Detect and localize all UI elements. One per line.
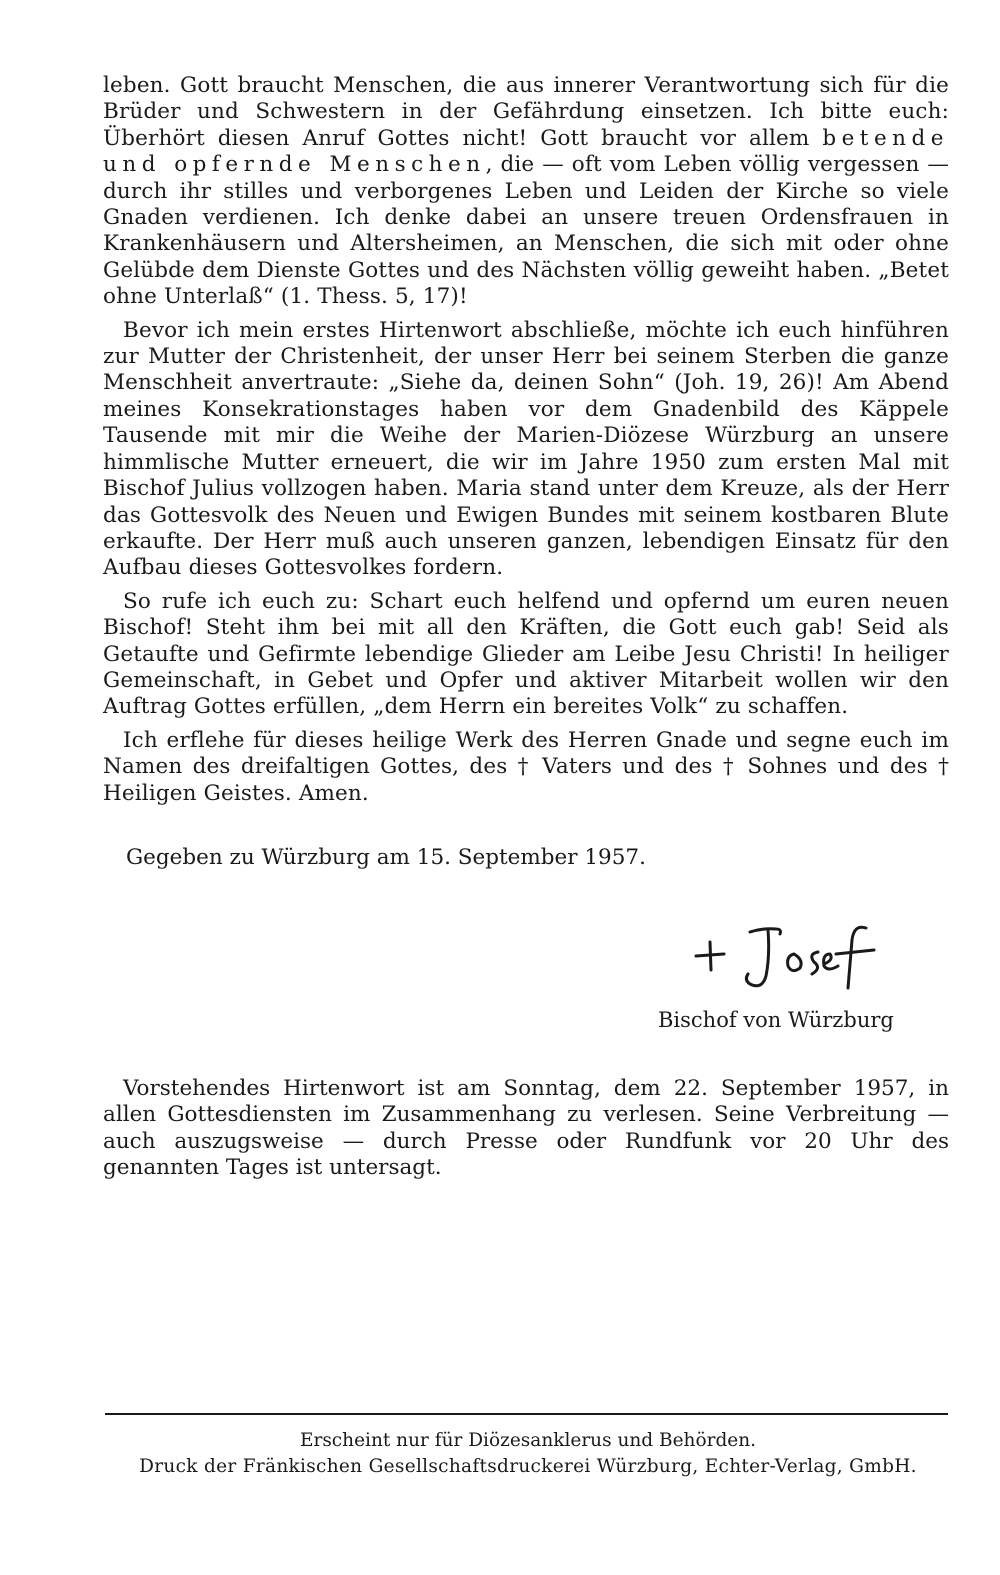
bishop-signature xyxy=(690,916,890,996)
footer-printer-note: Druck der Fränkischen Gesellschaftsdruckerei Würzburg, Echter-Verlag, GmbH. xyxy=(139,1456,917,1477)
letter-body xyxy=(103,73,949,807)
emphasized-phrase: betende und opfernde Menschen xyxy=(103,125,949,178)
bishop-title: Bischof von Würzburg xyxy=(658,1008,894,1032)
paragraph-1 xyxy=(103,73,949,311)
paragraph-2: Bevor ich mein erstes Hirtenwort abschließe, möchte ich euch hinführen zur Mutter der Christenheit, der unser Herr bei seinem Sterben die ganze Menschheit anvertraute: „Siehe da, deinen Sohn“ (Joh. 19, 26)! Am Abend meines Konsekrationstages haben vor dem Gnadenbild des Käppele Tausende mit mir die Weihe der Marien-Diözese Würzburg an unsere himmlische Mutter erneuert, die wir im Jahre 1950 zum ersten Mal mit Bischof Julius vollzogen haben. Maria stand unter dem Kreuze, als der Herr das Gottesvolk des Neuen und Ewigen Bundes mit seinem kostbaren Blute erkaufte. Der Herr muß auch unseren ganzen, lebendigen Einsatz für den Aufbau dieses Gottesvolkes fordern. xyxy=(103,317,949,581)
paragraph-1-part-a: leben. Gott braucht Menschen, die aus innerer Verantwortung sich für die Brüder und Schwestern in der Gefährdung einsetzen. Ich bitte euch: Überhört diesen Anruf Gottes nicht! Gott braucht vor allem xyxy=(103,73,949,151)
date-line: Gegeben zu Würzburg am 15. September 1957. xyxy=(126,845,646,870)
paragraph-4: Ich erflehe für dieses heilige Werk des Herren Gnade und segne euch im Namen des dreifaltigen Gottes, des † Vaters und des † Sohnes und des † Heiligen Geistes. Amen. xyxy=(103,727,949,806)
footer-distribution-note: Erscheint nur für Diözesanklerus und Behörden. xyxy=(299,1430,757,1451)
reading-notice: Vorstehendes Hirtenwort ist am Sonntag, dem 22. September 1957, in allen Gottesdiensten im Zusammenhang zu verlesen. Seine Verbreitung — auch auszugsweise — durch Presse oder Rundfunk vor 20 Uhr des genannten Tages ist untersagt. xyxy=(103,1076,949,1181)
paragraph-1-part-c: , die — oft vom Leben völlig vergessen — durch ihr stilles und verborgenes Leben und Leiden der Kirche so viele Gnaden verdienen. Ich denke dabei an unsere treuen Ordensfrauen in Krankenhäusern und Altersheimen, an Menschen, die sich mit oder ohne Gelübde dem Dienste Gottes und des Nächsten völlig geweiht haben. „Betet ohne Unterlaß“ (1. Thess. 5, 17)! xyxy=(103,152,950,310)
footer-divider xyxy=(105,1413,948,1415)
paragraph-3: So rufe ich euch zu: Schart euch helfend und opfernd um euren neuen Bischof! Steht ihm bei mit all den Kräften, die Gott euch gab! Seid als Getaufte und Gefirmte lebendige Glieder am Leibe Jesu Christi! In heiliger Gemeinschaft, in Gebet und Opfer und aktiver Mitarbeit wollen wir den Auftrag Gottes erfüllen, „dem Herrn ein bereites Volk“ zu schaffen. xyxy=(103,588,949,720)
